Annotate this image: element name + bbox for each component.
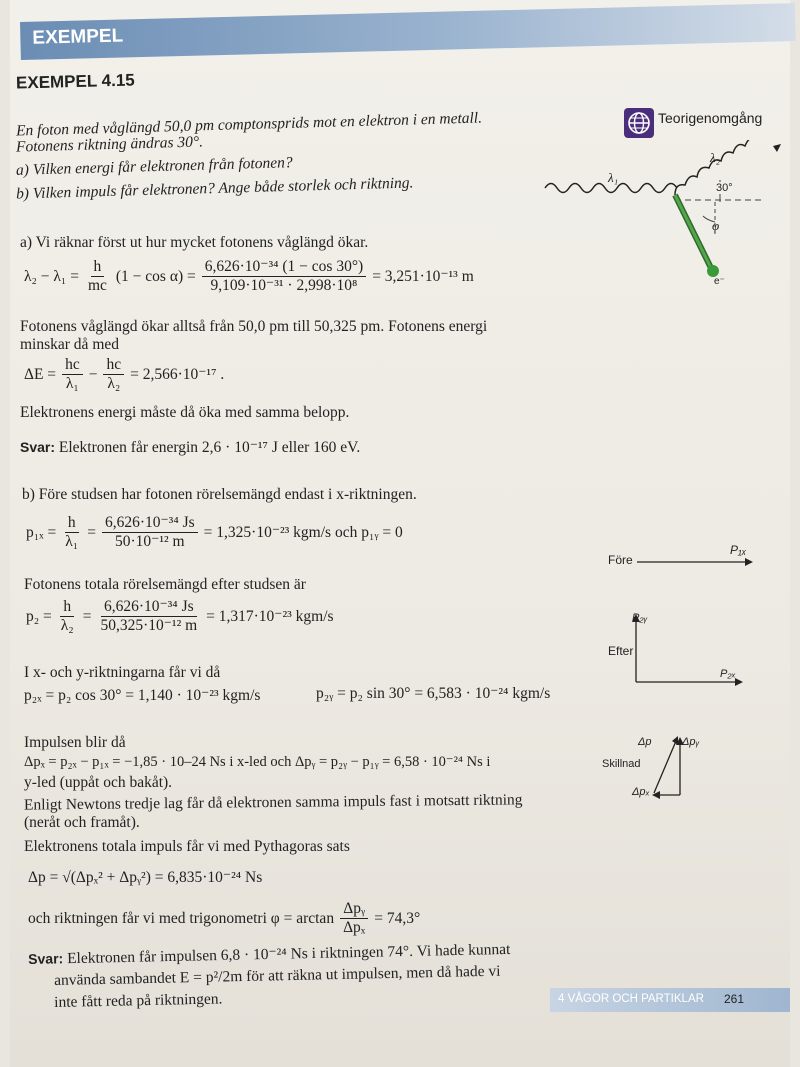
eq2-lambda2: λ₂ [107, 375, 121, 392]
p1-fraction [102, 514, 198, 551]
p1-lambda: λ₁ [65, 533, 79, 550]
part-a-answer [20, 438, 360, 457]
footer-chapter: 4 VÅGOR OCH PARTIKLAR [558, 993, 704, 1005]
part-a-text-1: Fotonens våglängd ökar alltså från 50,0 pm till 50,325 pm. Fotonens energi [20, 318, 488, 335]
phi-label: φ [712, 218, 720, 233]
before-label: Före [608, 553, 633, 567]
part-a-intro: a) Vi räknar först ut hur mycket fotonens våglängd ökar. [20, 234, 369, 251]
compton-diagram [535, 140, 785, 290]
eq1-denominator: 9,109·10⁻³¹ · 2,998·10⁸ [210, 277, 358, 294]
p2-h-over-l2 [58, 598, 77, 635]
difference-dpy-label: Δpᵧ [682, 736, 700, 748]
xy-intro: I x- och y-riktningarna får vi då [24, 664, 221, 681]
answer-a: Elektronen får energin 2,6 · 10⁻¹⁷ J eller 160 eV. [58, 439, 361, 456]
part-a-text-3: Elektronens energi måste då öka med samma belopp. [20, 404, 350, 421]
sidebar-label: Teorigenomgång [658, 110, 763, 126]
difference-label: Skillnad [602, 758, 641, 770]
eq2-lambda1: λ₁ [65, 375, 79, 392]
problem-line-1: En foton med våglängd 50,0 pm comptonsprids mot en elektron i en metall. [15, 109, 483, 140]
hc-over-l1 [62, 356, 83, 393]
equation-wavelength [24, 258, 474, 295]
p2-h: h [60, 598, 74, 617]
eq1-h: h [91, 258, 105, 277]
answer-label-a: Svar: [20, 439, 56, 455]
after-py-label: P₂ᵧ [632, 612, 648, 624]
before-vector-label: P₁ₓ [730, 543, 747, 557]
pythagoras-intro: Elektronens totala impuls får vi med Pythagoras sats [24, 838, 350, 855]
after-label: Efter [608, 644, 634, 658]
p2-fraction [97, 598, 200, 635]
p2-lambda: λ₂ [60, 617, 74, 634]
eq2-hc-1: hc [62, 356, 83, 375]
p2-denominator: 50,325·10⁻¹² m [100, 617, 198, 634]
difference-dp-label: Δp [638, 736, 652, 748]
p1-numerator: 6,626·10⁻³⁴ Js [102, 514, 198, 533]
globe-icon [624, 108, 654, 138]
newton-line-1: Enligt Newtons tredje lag får då elektronen samma impuls fast i motsatt riktning [23, 791, 523, 814]
difference-dpx-label: Δpₓ [632, 786, 650, 798]
scattered-photon-wave [675, 140, 755, 195]
p2-result: = 1,317·10⁻²³ kgm/s [206, 608, 334, 625]
example-title: EXEMPEL 4.15 [15, 70, 135, 93]
impulse-intro: Impulsen blir då [24, 734, 126, 751]
eq2-result: = 2,566·10⁻¹⁷ . [130, 366, 225, 383]
eq1-fraction [202, 258, 366, 295]
p2x-equation: p₂ₓ = p₂ cos 30° = 1,140 · 10⁻²³ kgm/s [24, 687, 261, 704]
trig-text: och riktningen får vi med trigonometri φ = arctan [28, 909, 335, 927]
answer-label-b: Svar: [28, 950, 64, 967]
question-a: a) Vilken energi får elektronen från fotonen? [15, 154, 293, 179]
p1-h: h [65, 514, 79, 533]
trig-result: = 74,3° [374, 909, 421, 927]
eq2-hc-2: hc [103, 356, 124, 375]
trig-numerator: Δpᵧ [340, 900, 368, 919]
eq2-lhs: ΔE = [24, 365, 57, 383]
part-b-intro: b) Före studsen har fotonen rörelsemängd endast i x-riktningen. [22, 486, 417, 503]
part-b-answer-line-3: inte fått reda på riktningen. [54, 990, 223, 1011]
after-px-label: P₂ₓ [720, 668, 736, 680]
banner-label: EXEMPEL [32, 25, 124, 49]
eq1-result: = 3,251·10⁻¹³ m [372, 268, 474, 285]
p1-denominator: 50·10⁻¹² m [115, 533, 185, 550]
hc-over-l2 [103, 356, 124, 393]
p1-lhs: p₁ₓ = [26, 523, 57, 541]
equation-energy: ΔE = $\frac{hc}{\text{λ₁}}$ − $\frac{hc}{\text{λ₂}}$ = 2,566·10⁻¹⁷ . [24, 356, 225, 392]
p2-numerator: 6,626·10⁻³⁴ Js [101, 598, 197, 617]
h-over-mc [85, 258, 110, 295]
trig-fraction [340, 900, 368, 937]
newton-line-2: (neråt och framåt). [24, 814, 140, 831]
before-vector [635, 555, 755, 569]
trig-equation [28, 900, 420, 937]
eq1-lhs: λ₂ − λ₁ = [24, 267, 79, 285]
section-banner [20, 3, 796, 60]
eq1-numerator: 6,626·10⁻³⁴ (1 − cos 30°) [202, 258, 366, 277]
eq1-mid: (1 − cos α) = [115, 267, 196, 285]
p2y-equation: p₂ᵧ = p₂ sin 30° = 6,583 · 10⁻²⁴ kgm/s [316, 685, 551, 702]
answer-b-1: Elektronen får impulsen 6,8 · 10⁻²⁴ Ns i riktningen 74°. Vi hade kunnat [66, 940, 511, 968]
impulse-line-2: y-led (uppåt och bakåt). [24, 774, 173, 791]
p1-result: = 1,325·10⁻²³ kgm/s och p₁ᵧ = 0 [203, 524, 403, 541]
page-number: 261 [724, 992, 745, 1006]
lambda2-label: λ₂ [710, 150, 721, 165]
trig-denominator: Δpₓ [343, 919, 366, 936]
part-b-after-text: Fotonens totala rörelsemängd efter studsen är [24, 576, 306, 593]
impulse-line-1: Δpₓ = p₂ₓ − p₁ₓ = −1,85 · 10–24 Ns i x-led och Δpᵧ = p₂ᵧ − p₁ᵧ = 6,58 · 10⁻²⁴ Ns i [24, 754, 491, 770]
part-a-text-2: minskar då med [20, 336, 120, 353]
p2-lhs: p₂ = [26, 607, 52, 625]
angle-label: 30° [716, 182, 733, 194]
equation-p1x: p₁ₓ = $\frac{h}{\text{λ₁}}$ = $\frac{\text{6,626·10⁻³⁴ Js}}{\text{50·10⁻¹² m}}$ = 1,325·10⁻²³ kgm/s och p₁ᵧ = 0 [26, 514, 403, 550]
equation-p2: p₂ = $\frac{h}{\text{λ₂}}$ = $\frac{\text{6,626·10⁻³⁴ Js}}{\text{50,325·10⁻¹² m}}$ = 1,317·10⁻²³ kgm/s [26, 598, 334, 634]
part-b-answer-line-2: använda sambandet E = p²/2m för att räkna ut impulsen, men då hade vi [54, 962, 501, 989]
question-b: b) Vilken impuls får elektronen? Ange både storlek och riktning. [15, 174, 414, 203]
book-page [10, 0, 790, 1067]
eq1-mc: mc [87, 277, 107, 294]
delta-p-equation: Δp = √(Δpₓ² + Δpᵧ²) = 6,835·10⁻²⁴ Ns [28, 869, 263, 886]
p1-h-over-l1 [62, 514, 81, 551]
electron-label: e⁻ [714, 276, 725, 287]
problem-line-2: Fotonens riktning ändras 30°. [15, 133, 204, 156]
lambda1-label: λ₁ [608, 170, 619, 185]
